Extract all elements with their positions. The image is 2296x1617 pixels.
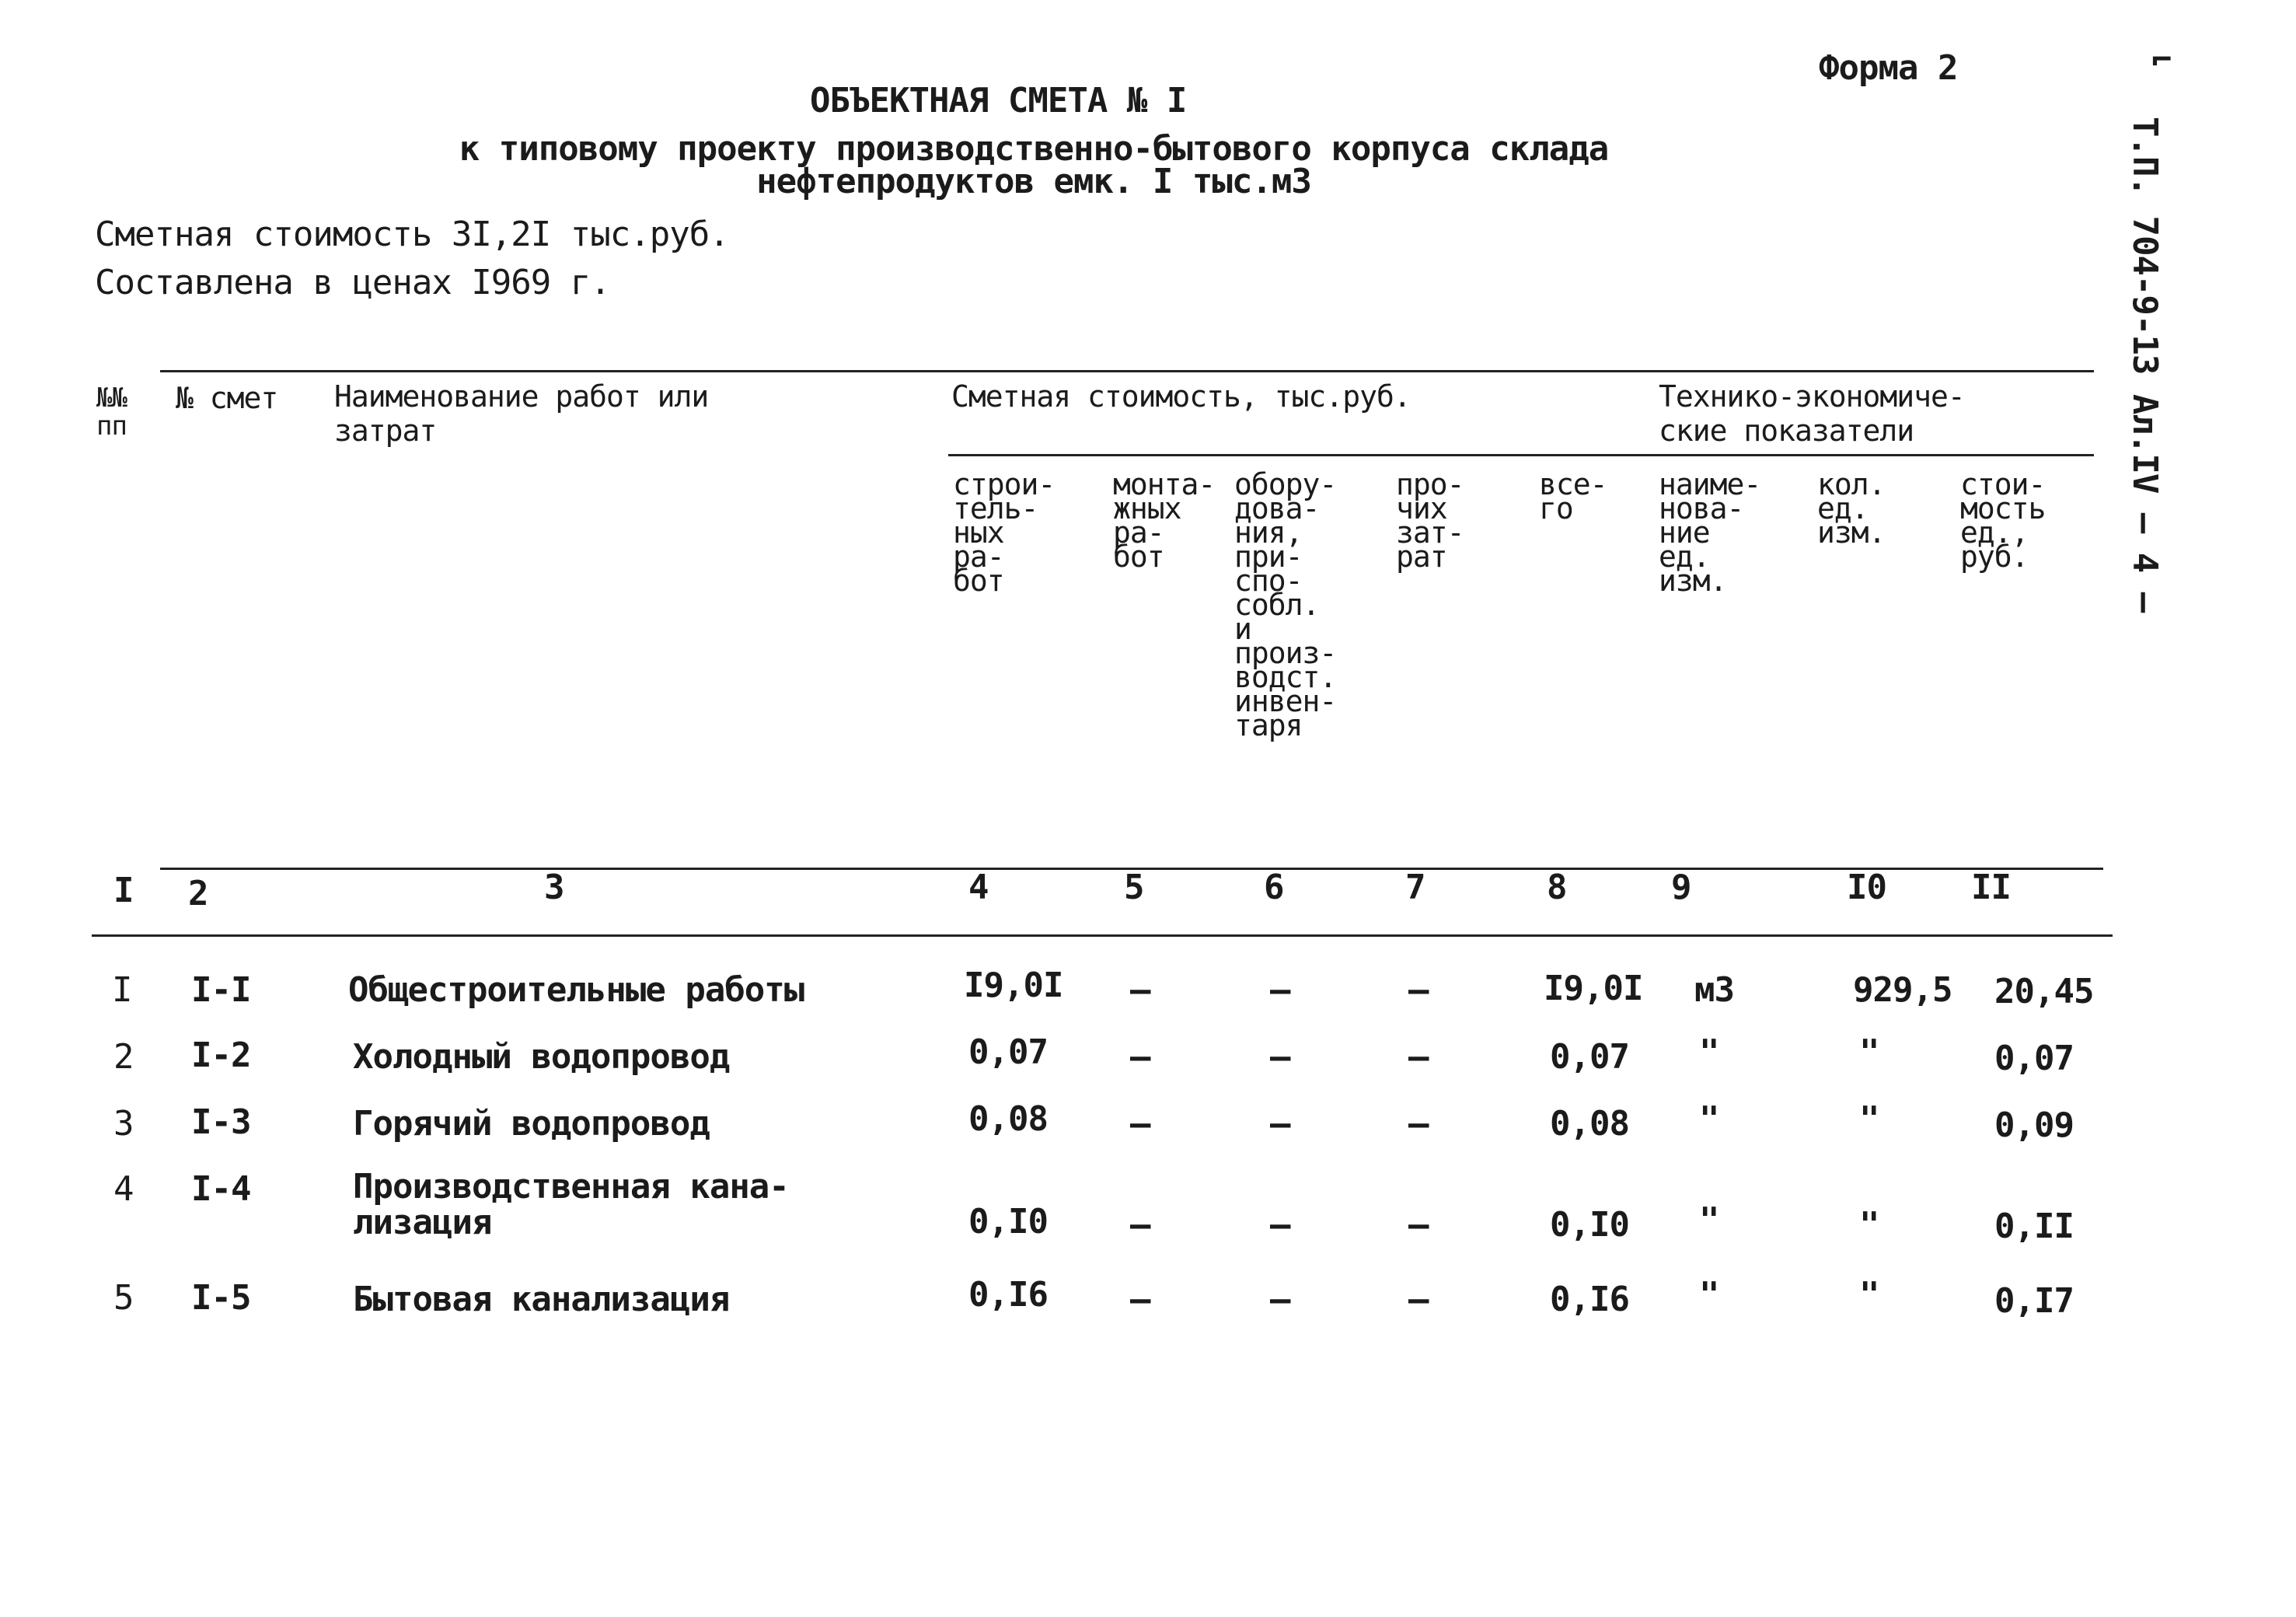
equipment-cost: –: [1270, 1205, 1290, 1245]
installation-cost: –: [1130, 1104, 1150, 1144]
unit-quantity: ": [1859, 1275, 1879, 1315]
unit-quantity: 929,5: [1853, 970, 1952, 1010]
work-name: Производственная кана- лизация: [353, 1167, 789, 1242]
header-row-number: №№ пп: [96, 382, 127, 442]
header-tech-econ-group: Технико-экономиче- ские показатели: [1659, 379, 1965, 448]
construction-cost: 0,07: [968, 1032, 1048, 1072]
total-cost: 0,08: [1550, 1104, 1629, 1144]
form-label: Форма 2: [1819, 48, 1958, 88]
row-number: I: [112, 970, 132, 1010]
smeta-number: I-I: [191, 970, 251, 1010]
header-unit-name: наиме- нова- ние ед. изм.: [1659, 467, 1761, 598]
construction-cost: 0,I6: [968, 1275, 1048, 1315]
column-number: 3: [544, 868, 564, 907]
column-numbers-rule: [92, 934, 2113, 937]
unit-name: ": [1699, 1275, 1719, 1315]
row-number: 2: [113, 1037, 134, 1077]
unit-cost: 0,09: [1994, 1105, 2074, 1145]
side-label: Т.П. 704-9-13 Ал.ІV — 4 —: [2125, 117, 2165, 613]
total-cost: I9,0I: [1544, 969, 1643, 1008]
row-number: 4: [113, 1169, 134, 1209]
smeta-number: I-2: [191, 1036, 251, 1075]
other-cost: –: [1408, 970, 1429, 1010]
unit-cost: 0,I7: [1994, 1281, 2074, 1321]
equipment-cost: –: [1270, 970, 1290, 1010]
installation-cost: –: [1130, 1280, 1150, 1319]
unit-name: ": [1699, 1099, 1719, 1139]
unit-cost: 0,07: [1994, 1039, 2074, 1078]
unit-quantity: ": [1859, 1032, 1879, 1072]
cost-group-rule: [948, 454, 1656, 456]
column-number: 7: [1405, 868, 1425, 907]
column-number: 8: [1547, 868, 1567, 907]
other-cost: –: [1408, 1205, 1429, 1245]
table-top-rule: [160, 370, 2094, 372]
installation-cost: –: [1130, 1205, 1150, 1245]
equipment-cost: –: [1270, 1037, 1290, 1077]
construction-cost: I9,0I: [964, 966, 1063, 1005]
column-number: II: [1971, 868, 2011, 907]
subtitle-line-1: к типовому проекту производственно-бытового корпуса склада: [459, 129, 1609, 169]
unit-cost: 20,45: [1994, 972, 2094, 1011]
smeta-number: I-4: [191, 1169, 251, 1209]
header-construction-works: строи- тель- ных ра- бот: [953, 467, 1056, 598]
construction-cost: 0,08: [968, 1099, 1048, 1139]
work-name: Горячий водопровод: [353, 1104, 710, 1144]
header-unit-cost: стои- мость ед., руб.: [1960, 467, 2046, 574]
header-smeta-number: № смет: [176, 381, 278, 415]
unit-name: ": [1699, 1032, 1719, 1072]
unit-cost: 0,II: [1994, 1207, 2074, 1246]
smeta-number: I-3: [191, 1102, 251, 1142]
column-number: 6: [1264, 868, 1284, 907]
smeta-number: I-5: [191, 1278, 251, 1318]
equipment-cost: –: [1270, 1280, 1290, 1319]
corner-mark: ⌐: [2151, 40, 2172, 80]
row-number: 5: [113, 1278, 134, 1318]
estimated-cost: Сметная стоимость 3I,2I тыс.руб.: [95, 215, 729, 254]
column-number: 9: [1671, 868, 1691, 907]
subtitle-line-2: нефтепродуктов емк. I тыс.м3: [756, 162, 1311, 201]
column-number: 4: [968, 868, 989, 907]
construction-cost: 0,I0: [968, 1202, 1048, 1242]
work-name: Бытовая канализация: [353, 1280, 730, 1319]
header-total: все- го: [1539, 467, 1607, 526]
header-work-name: Наименование работ или затрат: [334, 379, 709, 448]
work-name: Общестроительные работы: [348, 970, 804, 1010]
header-equipment: обору- дова- ния, при- спо- собл. и произ- водст. инвен- таря: [1234, 467, 1337, 742]
installation-cost: –: [1130, 1037, 1150, 1077]
equipment-cost: –: [1270, 1104, 1290, 1144]
work-name: Холодный водопровод: [353, 1037, 730, 1077]
unit-quantity: ": [1859, 1205, 1879, 1245]
other-cost: –: [1408, 1037, 1429, 1077]
installation-cost: –: [1130, 970, 1150, 1010]
total-cost: 0,I6: [1550, 1280, 1629, 1319]
header-installation-works: монта- жных ра- бот: [1113, 467, 1216, 574]
unit-name: ": [1699, 1200, 1719, 1240]
row-number: 3: [113, 1104, 134, 1144]
document-title: ОБЪЕКТНАЯ СМЕТА № I: [810, 81, 1187, 120]
column-number: 5: [1124, 868, 1144, 907]
unit-name: м3: [1694, 970, 1734, 1010]
header-estimated-cost-group: Сметная стоимость, тыс.руб.: [951, 379, 1411, 414]
other-cost: –: [1408, 1280, 1429, 1319]
unit-quantity: ": [1859, 1099, 1879, 1139]
header-other-costs: про- чих зат- рат: [1396, 467, 1464, 574]
header-unit-quantity: кол. ед. изм.: [1817, 467, 1886, 550]
total-cost: 0,I0: [1550, 1205, 1629, 1245]
column-number: I0: [1847, 868, 1886, 907]
column-number: I: [113, 871, 134, 910]
tech-group-rule: [1656, 454, 2094, 456]
total-cost: 0,07: [1550, 1037, 1629, 1077]
prices-year: Составлена в ценах I969 г.: [95, 263, 610, 302]
column-number: 2: [188, 874, 208, 913]
other-cost: –: [1408, 1104, 1429, 1144]
